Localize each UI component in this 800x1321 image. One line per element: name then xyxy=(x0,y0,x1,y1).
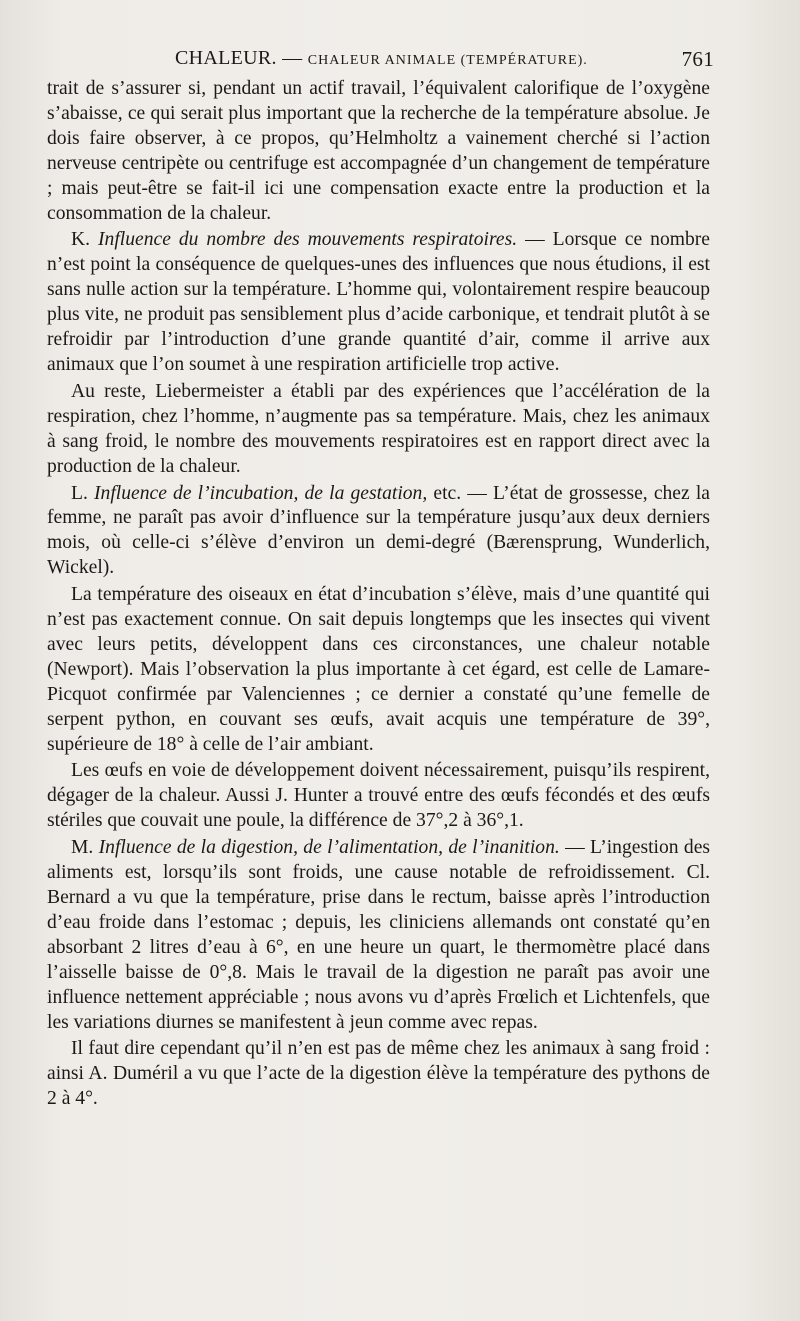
paragraph-8 xyxy=(47,1037,710,1112)
running-title xyxy=(175,47,588,70)
section-title: Influence du nombre des mouvements respiratoires. xyxy=(98,229,518,251)
paragraph-text: trait de s’assurer si, pendant un actif travail, l’équivalent calorifique de l’oxygène s’abaisse, ce qui serait plus important que la recherche de la température absolue. Je dois faire observer, à ce propos, qu’Helmholtz a vainement cherché si l’action nerveuse centripète ou centrifuge est accompagnée d’un changement de température ; mais peut-être se fait-il ici une compensation exacte entre la production et la consommation de la chaleur. xyxy=(47,78,710,224)
section-letter: M. xyxy=(71,837,94,859)
page-header xyxy=(47,42,714,76)
paragraph-6 xyxy=(47,759,710,834)
paragraph-text: Les œufs en voie de développement doivent nécessairement, puisqu’ils respirent, dégager de la chaleur. Aussi J. Hunter a trouvé entre des œufs fécondés et des œufs stériles que couvait une poule, la différence de 37°,2 à 36°,1. xyxy=(47,760,710,832)
body-text xyxy=(47,77,710,1112)
paragraph-1 xyxy=(47,77,710,226)
paragraph-text: etc. — L’état de grossesse, chez la femme, ne paraît pas avoir d’influence sur la température jusqu’aux deux derniers mois, où celle-ci s’élève d’environ un demi-degré (Bærensprung, Wunderlich, Wickel). xyxy=(47,482,710,579)
paragraph-4 xyxy=(47,482,710,582)
paragraph-text: Au reste, Liebermeister a établi par des expériences que l’accélération de la respiration, chez l’homme, n’augmente pas sa température. Mais, chez les animaux à sang froid, le nombre des mouvements respiratoires est en rapport direct avec la production de la chaleur. xyxy=(47,380,710,477)
page-number: 761 xyxy=(681,47,714,71)
section-title: Influence de l’incubation, de la gestation, xyxy=(94,482,428,504)
paragraph-text: — Lorsque ce nombre n’est point la conséquence de quelques-unes des influences que nous étudions, il est sans nulle action sur la température. L’homme qui, volontairement respire beaucoup plus vite, ne produit pas sensiblement plus d’acide carbonique, et tendrait plutôt à se refroidir par l’introduction d’une grande quantité d’air, comme il arrive aux animaux que l’on soumet à une respiration artificielle trop active. xyxy=(47,229,710,375)
paragraph-5 xyxy=(47,583,710,757)
running-title-main: CHALEUR. — xyxy=(175,47,303,69)
running-title-sub: CHALEUR ANIMALE (TEMPÉRATURE). xyxy=(307,53,588,68)
section-letter: K. xyxy=(71,229,91,251)
section-title: Influence de la digestion, de l’alimentation, de l’inanition. xyxy=(98,837,560,859)
paragraph-text: Il faut dire cependant qu’il n’en est pas de même chez les animaux à sang froid : ainsi A. Duméril a vu que l’acte de la digestion élève la température des pythons de 2 à 4°. xyxy=(47,1038,710,1110)
paragraph-text: La température des oiseaux en état d’incubation s’élève, mais d’une quantité qui n’est pas exactement connue. On sait depuis longtemps que les insectes qui vivent avec leurs petits, développent dans ces circonstances, une chaleur notable (Newport). Mais l’observation la plus importante à cet égard, est celle de Lamare-Picquot confirmée par Valenciennes ; ce dernier a constaté qu’une femelle de serpent python, en couvant ses œufs, avait acquis une température de 39°, supérieure de 18° à celle de l’air ambiant. xyxy=(47,584,710,755)
paragraph-7 xyxy=(47,836,710,1035)
section-letter: L. xyxy=(71,482,88,504)
paragraph-2 xyxy=(47,228,710,377)
paragraph-3 xyxy=(47,380,710,480)
paragraph-text: — L’ingestion des aliments est, lorsqu’ils sont froids, une cause notable de refroidissement. Cl. Bernard a vu que la température, prise dans le rectum, baisse après l’introduction d’eau froide dans l’estomac ; depuis, les cliniciens allemands ont constaté qu’en absorbant 2 litres d’eau à 6°, en une heure un quart, le thermomètre placé dans l’aisselle baisse de 0°,8. Mais le travail de la digestion ne paraît pas avoir une influence nettement appréciable ; nous avons vu d’après Frœlich et Lichtenfels, que les variations diurnes se manifestent à jeun comme avec repas. xyxy=(47,837,711,1033)
